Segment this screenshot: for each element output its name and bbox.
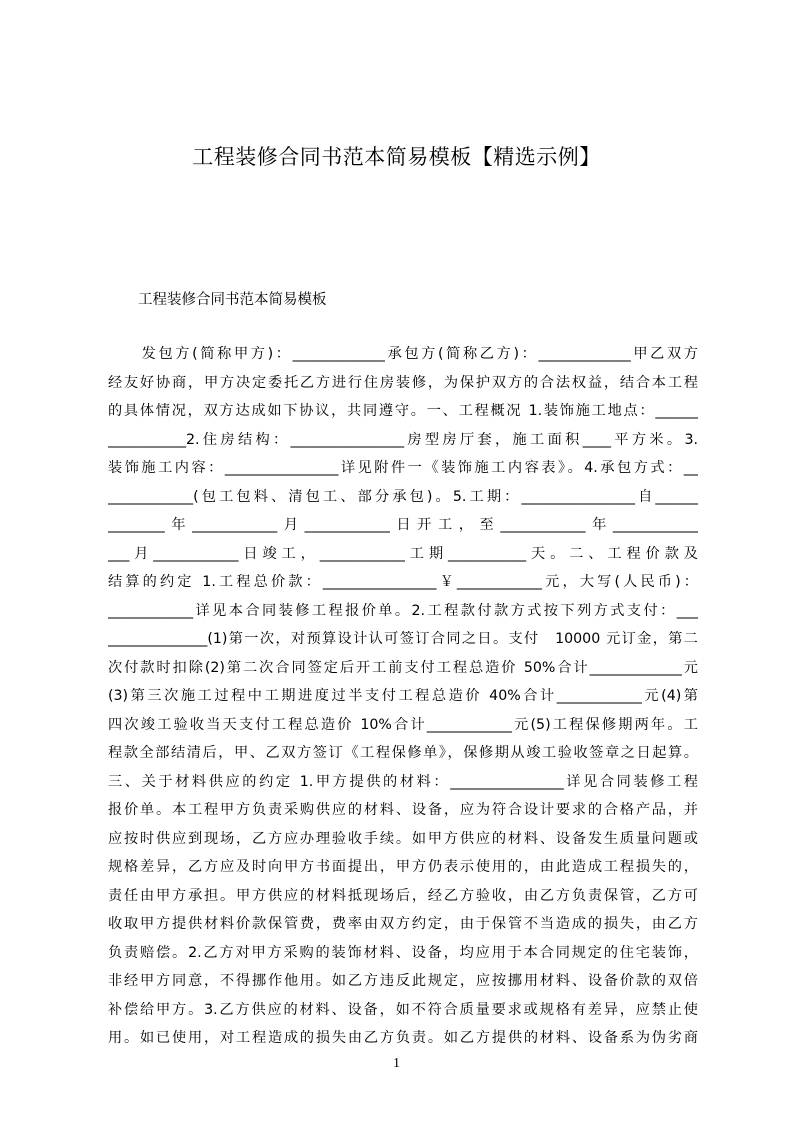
body-line: 非经甲方同意，不得挪作他用。如乙方违反此规定，应按挪用材料、设备价款的双倍	[108, 973, 698, 989]
body-line: 次付款时扣除(2)第二次合同签定后开工前支付工程总造价 50%合计_____________元	[108, 659, 698, 676]
page-number: 1	[393, 1056, 400, 1071]
body-line: ________年____________月____________日开工，至____________年____________	[108, 517, 698, 533]
body-line: ___________2.住房结构：________________房型房厅套，施工面积____平方米。3.	[108, 431, 698, 448]
body-line: ______________(1)第一次，对预算设计认可签订合同之日。支付 10000 元订金，第二	[108, 631, 698, 647]
body-line: 三、关于材料供应的约定 1.甲方提供的材料：________________详见合同装修工程	[108, 773, 698, 790]
body-line: 应按时供应到现场，乙方应办理验收手续。如甲方供应的材料、设备发生质量问题或	[108, 830, 698, 847]
body-line: ___月____________日竣工，____________工期___________天。二、工程价款及	[108, 545, 698, 562]
document-subtitle: 工程装修合同书范本简易模板	[138, 292, 327, 308]
body-line: 用。如已使用，对工程造成的损失由乙方负责。如乙方提供的材料、设备系为伪劣商	[108, 1030, 698, 1046]
body-line: 补偿给甲方。3.乙方供应的材料、设备，如不符合质量要求或规格有差异，应禁止使	[108, 1001, 698, 1018]
body-line: 装饰施工内容：________________详见附件一《装饰施工内容表》。4.承包方式：__	[108, 460, 698, 476]
contract-body	[108, 343, 698, 1056]
body-line: 收取甲方提供材料价款保管费，费率由双方约定，由于保管不当造成的损失，由乙方	[108, 916, 698, 932]
body-line: ____________详见本合同装修工程报价单。2.工程款付款方式按下列方式支付：___	[108, 602, 698, 619]
body-line: 程款全部结清后，甲、乙双方签订《工程保修单》，保修期从竣工验收签章之日起算。	[108, 745, 698, 761]
body-line: ____________(包工包料、清包工、部分承包)。5.工期：________________自______	[108, 488, 698, 505]
body-line: 责任由甲方承担。甲方供应的材料抵现场后，经乙方验收，由乙方负责保管，乙方可	[108, 887, 698, 904]
body-line: 的具体情况，双方达成如下协议，共同遵守。一、工程概况 1.装饰施工地点：______	[108, 403, 698, 419]
document-title: 工程装修合同书范本简易模板【精选示例】	[192, 145, 601, 169]
body-line: (3)第三次施工过程中工期进度过半支付工程总造价 40%合计____________元(4)第	[108, 688, 698, 704]
body-line: 发包方(简称甲方)：_____________承包方(简称乙方)：_____________甲乙双方	[108, 346, 698, 362]
body-line: 负责赔偿。2.乙方对甲方采购的装饰材料、设备，均应用于本合同规定的住宅装饰，	[108, 944, 698, 961]
body-line: 报价单。本工程甲方负责采购供应的材料、设备，应为符合设计要求的合格产品，并	[108, 802, 698, 818]
body-line: 规格差异，乙方应及时向甲方书面提出，甲方仍表示使用的，由此造成工程损失的，	[108, 859, 698, 875]
body-line: 四次竣工验收当天支付工程总造价 10%合计____________元(5)工程保修期两年。工	[108, 716, 698, 733]
body-line: 经友好协商，甲方决定委托乙方进行住房装修，为保护双方的合法权益，结合本工程	[108, 374, 698, 391]
body-line: 结算的约定 1.工程总价款：________________￥____________元，大写(人民币)：	[108, 574, 698, 590]
